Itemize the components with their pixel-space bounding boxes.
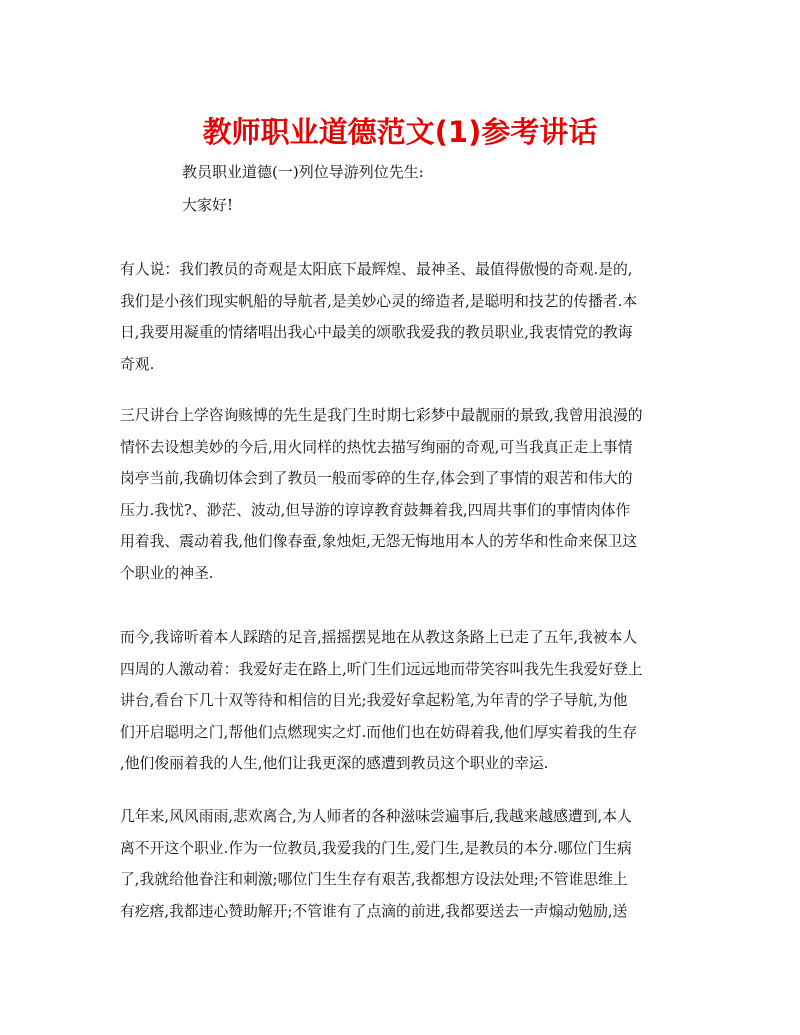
paragraph-1 — [120, 254, 680, 380]
paragraph-line: 有人说：我们教员的奇观是太阳底下最辉煌、最神圣、最值得傲慢的奇观.是的, — [120, 261, 633, 278]
paragraph-line: 情怀去设想美妙的今后,用火同样的热忱去描写绚丽的奇观,可当我真正走上事情 — [120, 438, 633, 456]
paragraph-line: 个职业的神圣. — [120, 564, 214, 582]
paragraph-line: 而今,我谛听着本人踩踏的足音,摇摇摆晃地在从教这条路上已走了五年,我被本人 — [120, 629, 638, 646]
paragraph-line: 了,我就给他眷注和刺激;哪位门生生存有艰苦,我都想方设法处理;不管谁思维上 — [120, 871, 628, 888]
paragraph-line: 用着我、震动着我,他们像春蚕,象烛炬,无怨无悔地用本人的芳华和性命来保卫这 — [120, 533, 638, 550]
intro-line-salutation: 教员职业道德(一)列位导游列位先生: — [182, 163, 424, 181]
paragraph-line: ,他们俊丽着我的人生,他们让我更深的感遭到教员这个职业的幸运. — [120, 755, 549, 772]
paragraph-line: 讲台,看台下几十双等待和相信的目光;我爱好拿起粉笔,为年青的学子导航,为他 — [120, 692, 628, 709]
paragraph-line: 压力.我忧?、渺茫、波动,但导游的谆谆教育鼓舞着我,四周共事们的事情肉体作 — [120, 501, 631, 519]
paragraph-line: 四周的人激动着：我爱好走在路上,听门生们远远地而带笑容叫我先生我爱好登上 — [120, 660, 643, 678]
paragraph-line: 们开启聪明之门,帮他们点燃现实之灯.而他们也在妨碍着我,他们厚实着我的生存 — [120, 723, 638, 741]
paragraph-line: 三尺讲台上学咨询赅博的先生是我门生时期七彩梦中最靓丽的景致,我曾用浪漫的 — [120, 407, 643, 424]
paragraph-3 — [120, 622, 680, 780]
paragraph-2 — [120, 400, 680, 589]
paragraph-line: 几年来,风风雨雨,悲欢离合,为人师者的各种滋味尝遍事后,我越来越感遭到,本人 — [120, 808, 632, 825]
paragraph-line: 有疙瘩,我都违心赞助解开;不管谁有了点滴的前进,我都要送去一声煽动勉励,送 — [120, 902, 628, 920]
paragraph-line: 岗亭当前,我确切体会到了教员一般而零碎的生存,体会到了事情的艰苦和伟大的 — [120, 470, 633, 487]
paragraph-4 — [120, 801, 680, 927]
page-title: 教师职业道德范文(1)参考讲话 — [202, 115, 598, 149]
paragraph-line: 日,我要用凝重的情绪唱出我心中最美的颂歌我爱我的教员职业,我衷情党的教诲 — [120, 324, 633, 341]
paragraph-line: 离不开这个职业.作为一位教员,我爱我的门生,爱门生,是教员的本分.哪位门生病 — [120, 839, 632, 857]
paragraph-line: 奇观. — [120, 355, 155, 373]
paragraph-line: 我们是小孩们现实帆船的导航者,是美妙心灵的缔造者,是聪明和技艺的传播者.本 — [120, 292, 638, 310]
intro-line-greeting: 大家好! — [182, 196, 234, 214]
